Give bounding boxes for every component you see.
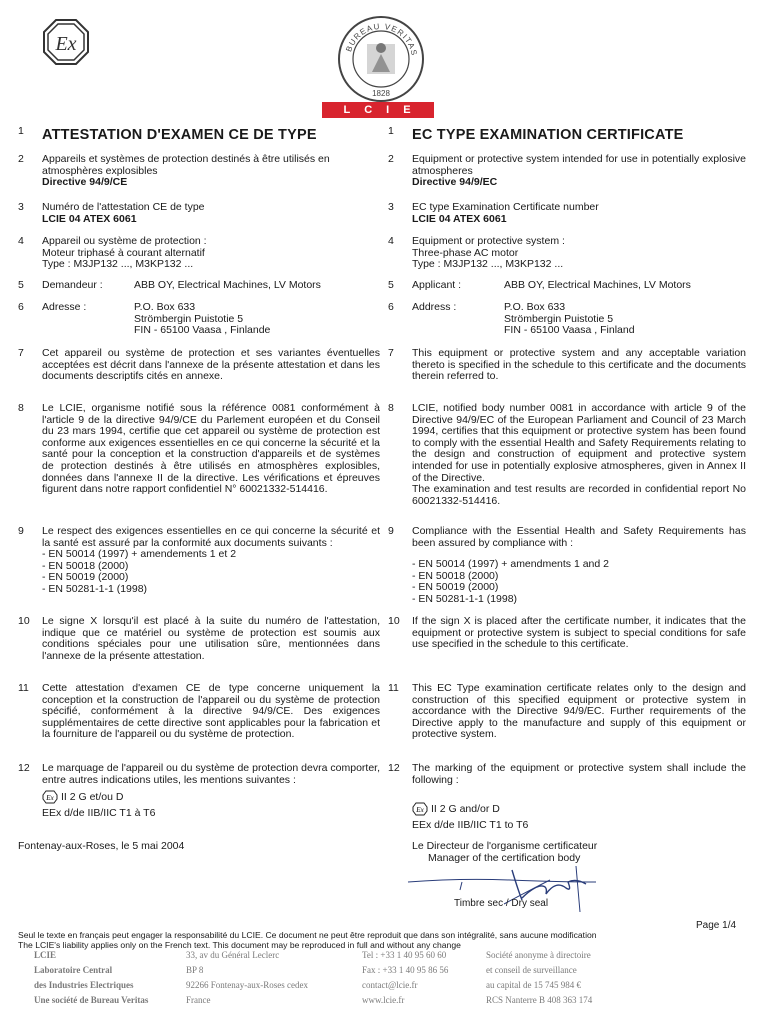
issue-date: Fontenay-aux-Roses, le 5 mai 2004 bbox=[18, 840, 185, 852]
en-section-4: 4 Equipment or protective system : Three-phase AC motor Type : M3JP132 ..., M3KP132 ... bbox=[388, 235, 565, 271]
fr-section-8: 8 Le LCIE, organisme notifié sous la référence 0081 conformément à l'article 9 de la directive 94/9/CE du Parlement européen et du Conseil du 23 mars 1994, certifie que cet appareil ou système de protection est conforme aux exigences essentielles en ce qui concerne la sécurité et la santé pour la conception et la construction d'appareils et de systèmes de protection destinés à être utilisés en atmosphères explosibles, données dans l'annexe II de la directive. Les vérifications et épreuves figurent dans notre rapport confidentiel N° 60021332-514416. bbox=[18, 402, 380, 496]
fr-section-10: 10 Le signe X lorsqu'il est placé à la suite du numéro de l'attestation, indique que ce matériel ou système de protection est soumis aux conditions spéciales pour une utilisation sûre, mentionnées dans l'annexe de la présente attestation. bbox=[18, 615, 380, 662]
page-number: Page 1/4 bbox=[696, 920, 737, 931]
fr-section-5: 5 Demandeur : ABB OY, Electrical Machines, LV Motors bbox=[18, 279, 321, 291]
en-section-6: 6 Address : P.O. Box 633 Strömbergin Puistotie 5 FIN - 65100 Vaasa , Finland bbox=[388, 301, 635, 337]
svg-text:Ex: Ex bbox=[46, 794, 54, 803]
bv-ring-text: BUREAU VERITAS bbox=[344, 21, 419, 58]
ex-mark-icon bbox=[42, 790, 58, 804]
fr-section-12: 12 Le marquage de l'appareil ou du système de protection devra comporter, entre autres indications utiles, les mentions suivantes : Ex II 2 G et/ou D EEx d/de IIB/IIC T1 à T6 bbox=[18, 762, 380, 820]
fr-section-7: 7 Cet appareil ou système de protection et ses variantes éventuelles acceptées est décrit dans l'annexe de la présente attestation et dans les documents descriptifs cités en annexe. bbox=[18, 347, 380, 383]
en-section-2: 2 Equipment or protective system intended for use in potentially explosive atmospheres Directive 94/9/EC bbox=[388, 153, 746, 189]
fr-section-11: 11 Cette attestation d'examen CE de type concerne uniquement la conception et la construction de l'appareil ou du système de protection spécifié, conformément à la directive 94/9/CE. Des exigences supplémentaires de cette directive sont applicables pour la fabrication et la fourniture de l'appareil ou du système de protection. bbox=[18, 682, 380, 741]
en-section-3: 3 EC type Examination Certificate number LCIE 04 ATEX 6061 bbox=[388, 201, 599, 225]
fr-section-9: 9 Le respect des exigences essentielles en ce qui concerne la sécurité et la santé est assuré par la conformité aux documents suivants : - EN 50014 (1997) + amendements 1 et 2 - EN 50018 (2000) - EN 50019 (2000) - EN 50281-1-1 (1998) bbox=[18, 525, 380, 595]
svg-text:Ex: Ex bbox=[416, 806, 424, 815]
fr-section-4: 4 Appareil ou système de protection : Moteur triphasé à courant alternatif Type : M3JP132 ..., M3KP132 ... bbox=[18, 235, 207, 271]
ex-mark-icon bbox=[412, 802, 428, 816]
disclaimer: Seul le texte en français peut engager la responsabilité du LCIE. Ce document ne peut être reproduit que dans son intégralité, sans aucune modification The LCIE's liability applies only on the French text. This document may be reproduced in full and without any change bbox=[18, 930, 597, 950]
en-section-5: 5 Applicant : ABB OY, Electrical Machines, LV Motors bbox=[388, 279, 691, 291]
dry-seal-label: Timbre sec / Dry seal bbox=[454, 898, 549, 909]
fr-title: ATTESTATION D'EXAMEN CE DE TYPE bbox=[42, 127, 317, 143]
signatory-block: Le Directeur de l'organisme certificateur Manager of the certification body bbox=[412, 840, 598, 864]
fr-section-3: 3 Numéro de l'attestation CE de type LCIE 04 ATEX 6061 bbox=[18, 201, 205, 225]
lcie-banner: LCIE bbox=[322, 102, 434, 118]
fr-section-2: 2 Appareils et systèmes de protection destinés à être utilisés en atmosphères explosibles Directive 94/9/CE bbox=[18, 153, 330, 189]
en-section-8: 8 LCIE, notified body number 0081 in accordance with article 9 of the Directive 94/9/EC of the European Parliament and Council of 23 March 1994, certifies that this equipment or protective system has been found to comply with the essential Health and Safety Requirements relating to the design and construction of equipment and protective system intended for use in potentially explosive atmospheres, given in Annex II of the Directive. The examination and test results are recorded in confidential report No 60021332-514416. bbox=[388, 402, 746, 507]
en-section-9: 9 Compliance with the Essential Health and Safety Requirements has been assured by compliance with : - EN 50014 (1997) + amendments 1 and 2 - EN 50018 (2000) - EN 50019 (2000) - EN 50281-1-1 (1998) bbox=[388, 525, 746, 605]
en-title: EC TYPE EXAMINATION CERTIFICATE bbox=[412, 127, 684, 143]
bureau-veritas-seal-icon bbox=[336, 14, 426, 104]
fr-section-6: 6 Adresse : P.O. Box 633 Strömbergin Puistotie 5 FIN - 65100 Vaasa , Finlande bbox=[18, 301, 271, 337]
en-section-12: 12 The marking of the equipment or protective system shall include the following : Ex II 2 G and/or D EEx d/de IIB/IIC T1 to T6 bbox=[388, 762, 746, 832]
en-section-7: 7 This equipment or protective system and any acceptable variation thereto is specified in the schedule to this certificate and the documents therein referred to. bbox=[388, 347, 746, 383]
ex-logo-icon bbox=[42, 18, 90, 66]
en-section-10: 10 If the sign X is placed after the certificate number, it indicates that the equipment or protective system is subject to special conditions for safe use specified in the schedule to this certificate. bbox=[388, 615, 746, 651]
en-section-1: 1 EC TYPE EXAMINATION CERTIFICATE bbox=[388, 126, 746, 144]
ex-logo-text: Ex bbox=[55, 33, 77, 55]
en-section-11: 11 This EC Type examination certificate relates only to the design and construction of this specified equipment or protective system in accordance with the Directive 94/9/EC. Further requirements of the Directive apply to the manufacture and supply of this equipment or protective system. bbox=[388, 682, 746, 741]
bv-year: 1828 bbox=[372, 89, 390, 98]
fr-section-1: 1 ATTESTATION D'EXAMEN CE DE TYPE bbox=[18, 126, 380, 144]
